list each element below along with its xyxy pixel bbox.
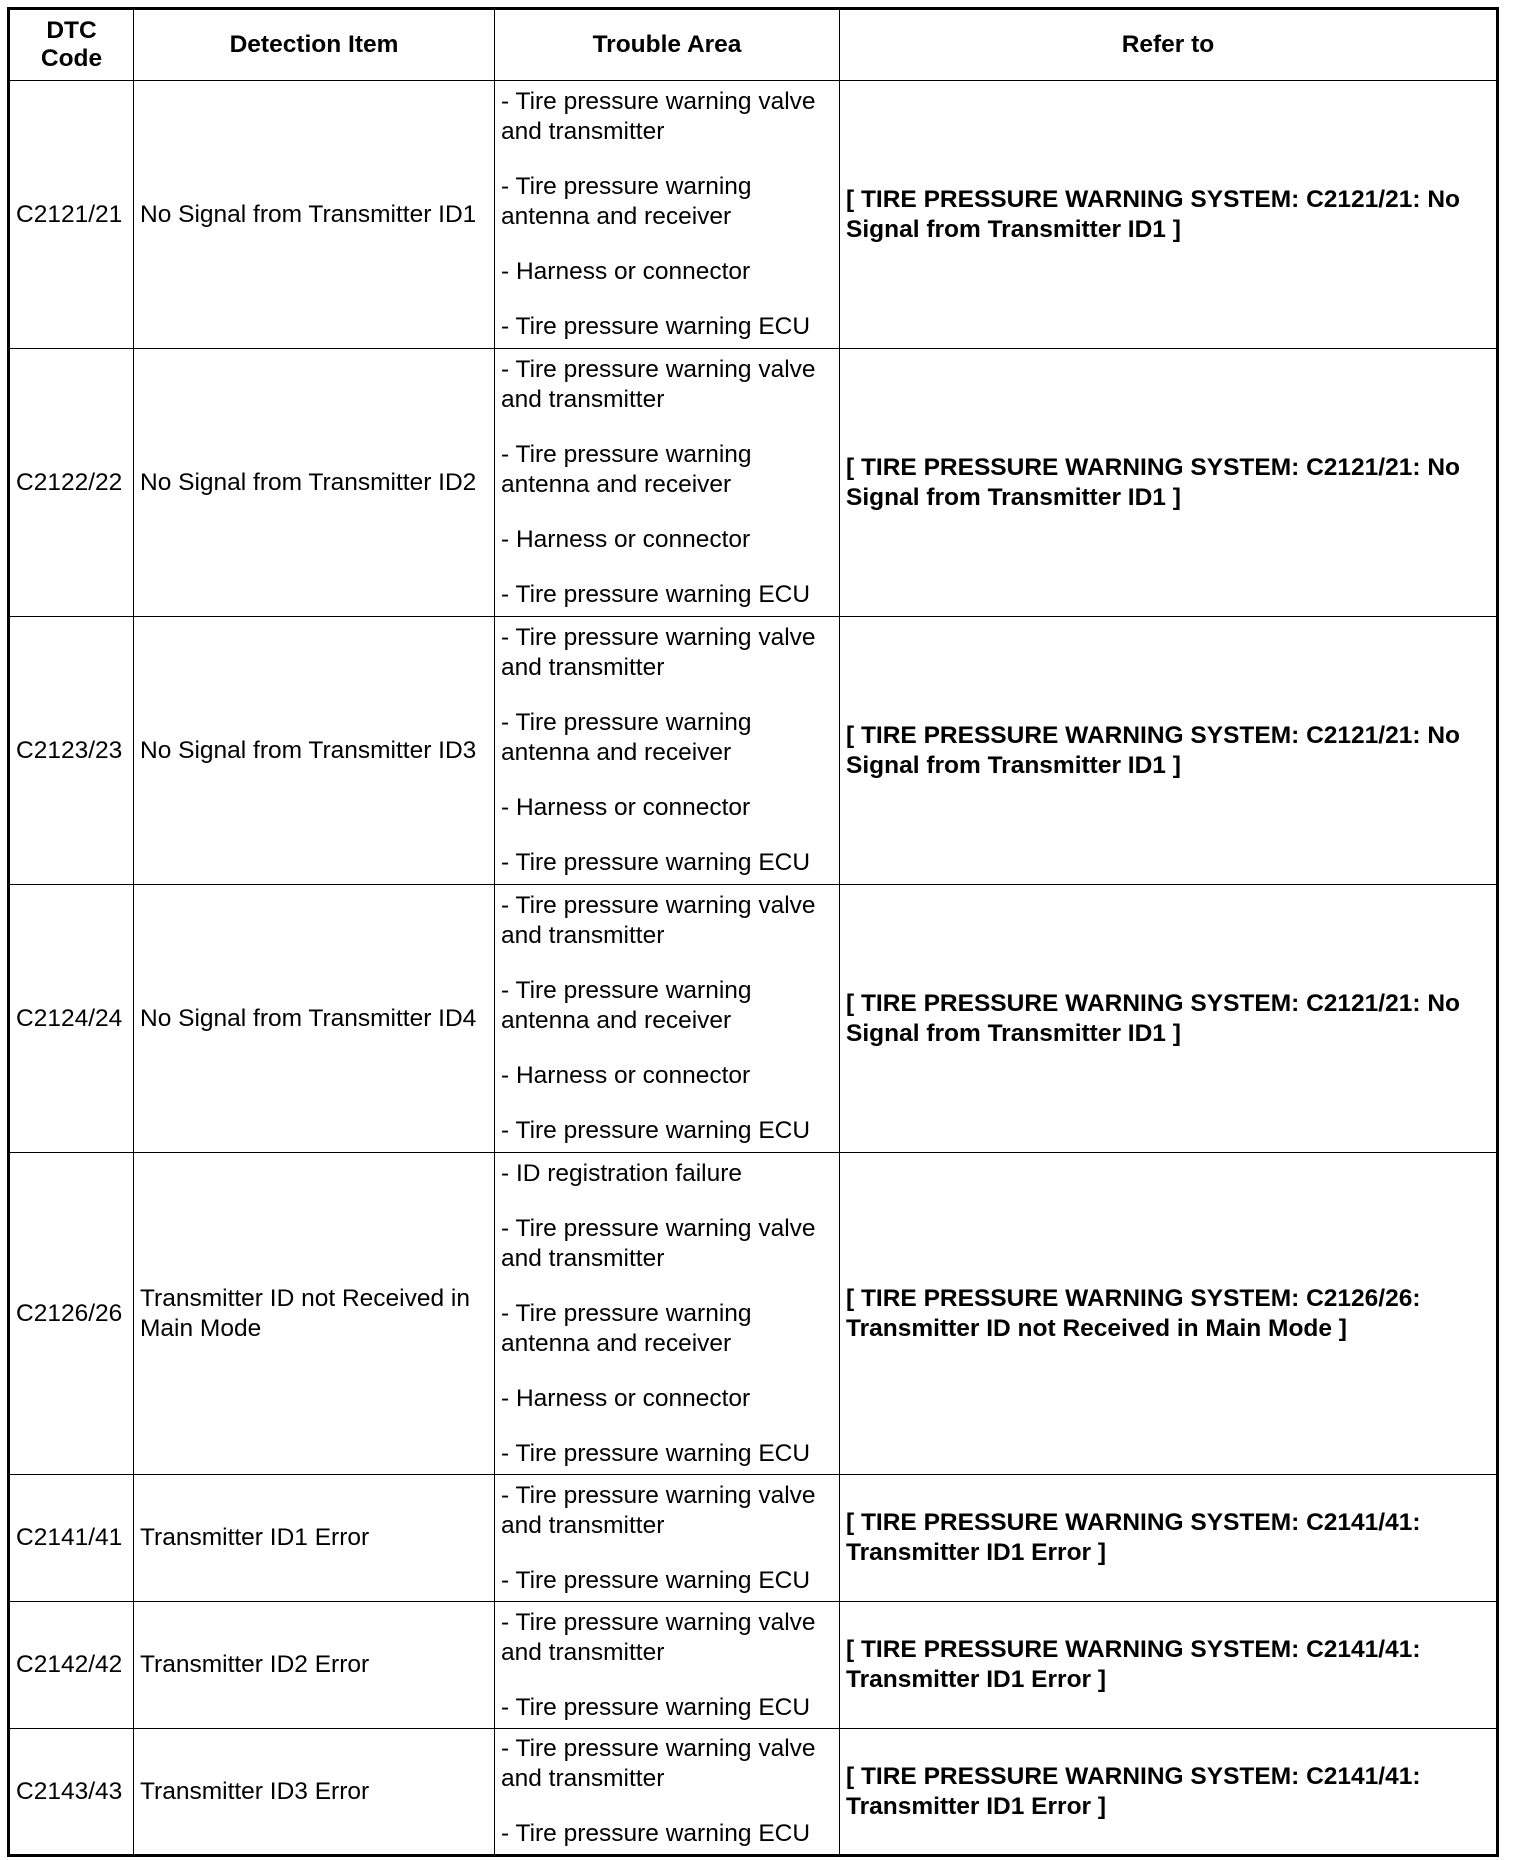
dtc-code-cell: C2143/43 bbox=[9, 1729, 134, 1856]
refer-to-link[interactable]: [ TIRE PRESSURE WARNING SYSTEM: C2121/21: No Signal from Transmitter ID1 ] bbox=[840, 885, 1498, 1153]
trouble-area-item: - Tire pressure warning valve and transmitter bbox=[501, 1481, 816, 1539]
table-row bbox=[9, 885, 1498, 1153]
trouble-area-item: - Tire pressure warning antenna and receiver bbox=[501, 173, 752, 230]
trouble-area-item: - ID registration failure bbox=[501, 1159, 743, 1187]
detection-item-cell: Transmitter ID1 Error bbox=[134, 1475, 495, 1602]
trouble-area-list bbox=[501, 1159, 833, 1469]
header-detection-item: Detection Item bbox=[134, 9, 495, 81]
trouble-area-item: - Harness or connector bbox=[501, 526, 751, 553]
trouble-area-item: - Tire pressure warning ECU bbox=[501, 1820, 811, 1847]
trouble-area-item: - Tire pressure warning valve and transmitter bbox=[501, 1735, 816, 1792]
trouble-area-item: - Harness or connector bbox=[501, 1384, 751, 1412]
header-row bbox=[9, 9, 1498, 81]
header-refer-to: Refer to bbox=[840, 9, 1498, 81]
dtc-code-cell: C2142/42 bbox=[9, 1602, 134, 1729]
trouble-area-item: - Tire pressure warning ECU bbox=[501, 313, 811, 340]
trouble-area-item: - Tire pressure warning valve and transmitter bbox=[501, 892, 816, 949]
table-row bbox=[9, 349, 1498, 617]
trouble-area-item: - Tire pressure warning ECU bbox=[501, 1693, 811, 1721]
trouble-area-cell bbox=[495, 81, 840, 349]
trouble-area-item: - Harness or connector bbox=[501, 258, 751, 285]
trouble-area-item: - Tire pressure warning valve and transmitter bbox=[501, 356, 816, 413]
trouble-area-list bbox=[501, 1481, 833, 1596]
trouble-area-item: - Tire pressure warning antenna and receiver bbox=[501, 1299, 752, 1357]
trouble-area-item: - Tire pressure warning antenna and receiver bbox=[501, 709, 752, 766]
dtc-code-cell: C2124/24 bbox=[9, 885, 134, 1153]
refer-to-link[interactable]: [ TIRE PRESSURE WARNING SYSTEM: C2121/21: No Signal from Transmitter ID1 ] bbox=[840, 81, 1498, 349]
dtc-code-cell: C2126/26 bbox=[9, 1153, 134, 1475]
dtc-code-cell: C2121/21 bbox=[9, 81, 134, 349]
trouble-area-cell bbox=[495, 617, 840, 885]
table-row bbox=[9, 1602, 1498, 1729]
trouble-area-cell bbox=[495, 1153, 840, 1475]
trouble-area-item: - Tire pressure warning valve and transmitter bbox=[501, 1608, 816, 1666]
dtc-table bbox=[7, 7, 1499, 1857]
table-row bbox=[9, 617, 1498, 885]
trouble-area-item: - Tire pressure warning antenna and receiver bbox=[501, 977, 752, 1034]
trouble-area-cell bbox=[495, 1729, 840, 1856]
refer-to-link[interactable]: [ TIRE PRESSURE WARNING SYSTEM: C2141/41: Transmitter ID1 Error ] bbox=[840, 1475, 1498, 1602]
trouble-area-item: - Tire pressure warning valve and transmitter bbox=[501, 88, 816, 145]
trouble-area-list bbox=[501, 1734, 833, 1849]
trouble-area-item: - Harness or connector bbox=[501, 794, 751, 821]
trouble-area-list bbox=[501, 355, 833, 610]
trouble-area-list bbox=[501, 87, 833, 342]
trouble-area-item: - Tire pressure warning ECU bbox=[501, 1439, 811, 1467]
table-row bbox=[9, 81, 1498, 349]
refer-to-link[interactable]: [ TIRE PRESSURE WARNING SYSTEM: C2126/26: Transmitter ID not Received in Main Mode ] bbox=[840, 1153, 1498, 1475]
trouble-area-item: - Tire pressure warning antenna and receiver bbox=[501, 441, 752, 498]
trouble-area-item: - Tire pressure warning ECU bbox=[501, 849, 811, 876]
trouble-area-item: - Harness or connector bbox=[501, 1062, 751, 1089]
trouble-area-item: - Tire pressure warning ECU bbox=[501, 1566, 811, 1594]
trouble-area-list bbox=[501, 891, 833, 1146]
trouble-area-item: - Tire pressure warning ECU bbox=[501, 1117, 811, 1144]
refer-to-link[interactable]: [ TIRE PRESSURE WARNING SYSTEM: C2141/41: Transmitter ID1 Error ] bbox=[840, 1602, 1498, 1729]
detection-item-cell: Transmitter ID not Received in Main Mode bbox=[134, 1153, 495, 1475]
table-row bbox=[9, 1729, 1498, 1856]
header-trouble-area: Trouble Area bbox=[495, 9, 840, 81]
dtc-code-cell: C2123/23 bbox=[9, 617, 134, 885]
table-row bbox=[9, 1153, 1498, 1475]
trouble-area-cell bbox=[495, 1602, 840, 1729]
trouble-area-item: - Tire pressure warning ECU bbox=[501, 581, 811, 608]
refer-to-link[interactable]: [ TIRE PRESSURE WARNING SYSTEM: C2121/21: No Signal from Transmitter ID1 ] bbox=[840, 349, 1498, 617]
trouble-area-item: - Tire pressure warning valve and transmitter bbox=[501, 624, 816, 681]
detection-item-cell: Transmitter ID2 Error bbox=[134, 1602, 495, 1729]
table-body bbox=[9, 81, 1498, 1856]
trouble-area-list bbox=[501, 1608, 833, 1723]
refer-to-link[interactable]: [ TIRE PRESSURE WARNING SYSTEM: C2121/21: No Signal from Transmitter ID1 ] bbox=[840, 617, 1498, 885]
detection-item-cell: No Signal from Transmitter ID4 bbox=[134, 885, 495, 1153]
trouble-area-cell bbox=[495, 1475, 840, 1602]
dtc-code-cell: C2122/22 bbox=[9, 349, 134, 617]
trouble-area-item: - Tire pressure warning valve and transmitter bbox=[501, 1214, 816, 1272]
trouble-area-cell bbox=[495, 885, 840, 1153]
refer-to-link[interactable]: [ TIRE PRESSURE WARNING SYSTEM: C2141/41: Transmitter ID1 Error ] bbox=[840, 1729, 1498, 1856]
header-dtc-code: DTC Code bbox=[9, 9, 134, 81]
table-row bbox=[9, 1475, 1498, 1602]
trouble-area-list bbox=[501, 623, 833, 878]
detection-item-cell: No Signal from Transmitter ID3 bbox=[134, 617, 495, 885]
trouble-area-cell bbox=[495, 349, 840, 617]
dtc-code-cell: C2141/41 bbox=[9, 1475, 134, 1602]
detection-item-cell: No Signal from Transmitter ID1 bbox=[134, 81, 495, 349]
detection-item-cell: Transmitter ID3 Error bbox=[134, 1729, 495, 1856]
detection-item-cell: No Signal from Transmitter ID2 bbox=[134, 349, 495, 617]
